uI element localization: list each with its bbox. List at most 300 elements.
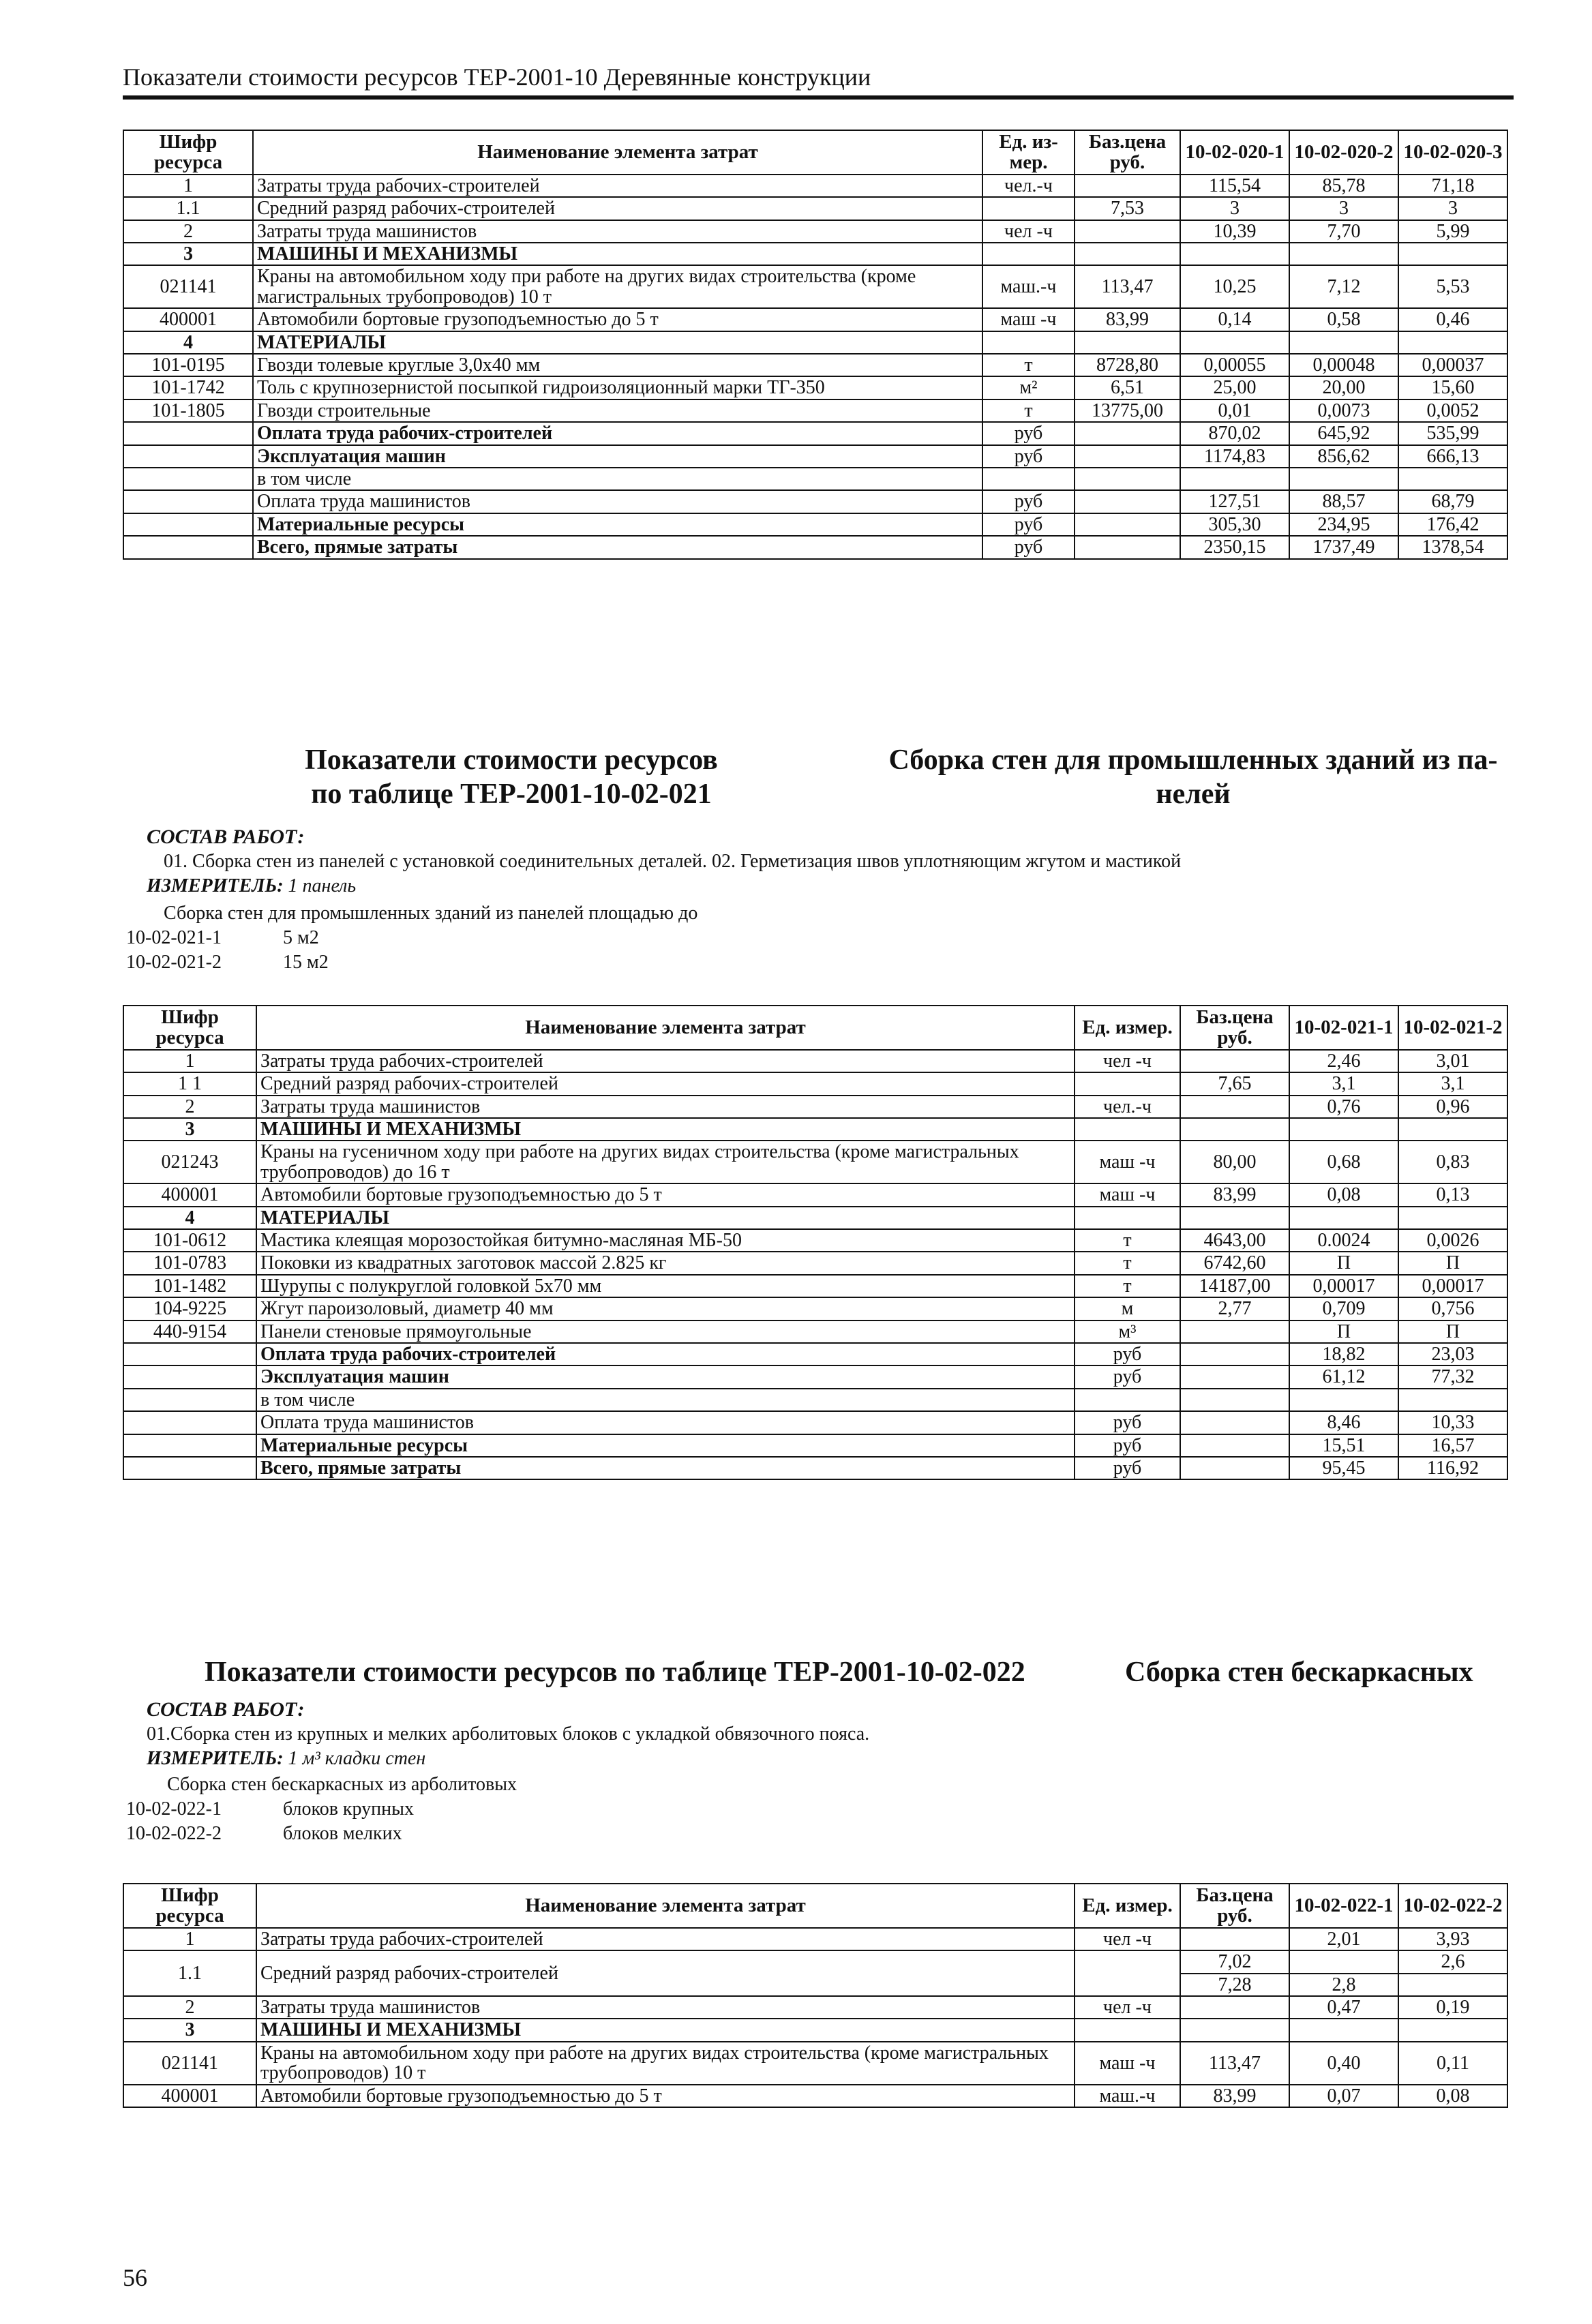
cell-value: 0,0073	[1289, 399, 1398, 422]
cell-value	[1289, 331, 1398, 354]
cell-name: Затраты труда машинистов	[256, 1096, 1075, 1118]
cell-value: 1737,49	[1289, 536, 1398, 558]
cell-code: 2	[123, 220, 253, 243]
table-row	[123, 1141, 1507, 1183]
cell-value: 0,0026	[1398, 1229, 1507, 1252]
column-header: 10-02-021-2	[1398, 1006, 1507, 1050]
cell-value: 305,30	[1180, 513, 1289, 536]
cell-value: 0,46	[1398, 308, 1507, 331]
cell-value: 10,25	[1180, 265, 1289, 308]
cell-value: 95,45	[1289, 1457, 1398, 1479]
cell-value	[1289, 1207, 1398, 1229]
cell-code: 3	[123, 2019, 256, 2041]
section-c-sostav-label: СОСТАВ РАБОТ:	[147, 1698, 305, 1721]
cell-price	[1180, 1389, 1289, 1411]
cell-value: 16,57	[1398, 1434, 1507, 1457]
cell-value: 3,01	[1398, 1050, 1507, 1072]
cell-name: Эксплуатация машин	[253, 445, 982, 468]
cell-unit: руб	[1075, 1365, 1180, 1388]
cell-price	[1180, 1096, 1289, 1118]
cell-unit	[1075, 2019, 1180, 2041]
cell-code: 2	[123, 1996, 256, 2019]
cell-value: 18,82	[1289, 1343, 1398, 1365]
table-row	[123, 354, 1507, 376]
cell-value	[1398, 468, 1507, 490]
cell-code: 101-0195	[123, 354, 253, 376]
cell-name: в том числе	[253, 468, 982, 490]
section-c-izmer	[147, 1747, 425, 1771]
section-b-val2: 15 м2	[283, 952, 329, 973]
cell-value	[1398, 243, 1507, 265]
cell-value	[1289, 2019, 1398, 2041]
cell-code	[123, 513, 253, 536]
section-b-title-right	[886, 743, 1500, 812]
cell-value: 0,68	[1289, 1141, 1398, 1183]
table-row	[123, 1275, 1507, 1297]
table-row	[123, 1118, 1507, 1141]
table-row	[123, 468, 1507, 490]
cell-name: Затраты труда машинистов	[256, 1996, 1075, 2019]
cell-name: Оплата труда рабочих-строителей	[256, 1343, 1075, 1365]
cell-price: 6742,60	[1180, 1252, 1289, 1274]
table-row	[123, 1365, 1507, 1388]
cell-name: Мастика клеящая морозостойкая битумно-масляная МБ-50	[256, 1229, 1075, 1252]
cell-name: Гвозди строительные	[253, 399, 982, 422]
table-row	[123, 2042, 1507, 2085]
cell-name: Панели стеновые прямоугольные	[256, 1321, 1075, 1343]
cell-code: 1	[123, 1928, 256, 1950]
cell-price: 7,65	[1180, 1072, 1289, 1095]
cell-value: 0,00055	[1180, 354, 1289, 376]
table-row	[123, 1297, 1507, 1320]
cell-code: 101-1742	[123, 376, 253, 399]
column-header: 10-02-020-2	[1289, 130, 1398, 175]
cell-price: 6,51	[1075, 376, 1180, 399]
cell-code: 1	[123, 1050, 256, 1072]
table-row	[123, 1096, 1507, 1118]
cell-unit: м²	[982, 376, 1075, 399]
cell-name: МАШИНЫ И МЕХАНИЗМЫ	[253, 243, 982, 265]
cell-value	[1398, 1207, 1507, 1229]
cell-price: 113,47	[1075, 265, 1180, 308]
cell-price	[1180, 1928, 1289, 1950]
cell-value: 0,83	[1398, 1141, 1507, 1183]
table-row	[123, 308, 1507, 331]
table-row	[123, 220, 1507, 243]
cell-code	[123, 445, 253, 468]
cell-name: Средний разряд рабочих-строителей	[256, 1950, 1075, 1996]
section-b-izmer-value: 1 панель	[288, 875, 357, 896]
column-header: Наименование элемента затрат	[256, 1884, 1075, 1928]
cell-unit: т	[1075, 1275, 1180, 1297]
cell-value	[1289, 243, 1398, 265]
cell-price: 7,28	[1180, 1974, 1289, 1996]
cell-value: 2,46	[1289, 1050, 1398, 1072]
cell-unit: маш.-ч	[982, 265, 1075, 308]
cell-unit: руб	[1075, 1434, 1180, 1457]
cell-name: Гвозди толевые круглые 3,0х40 мм	[253, 354, 982, 376]
cell-value: 0,08	[1289, 1183, 1398, 1206]
cell-name: Всего, прямые затраты	[253, 536, 982, 558]
cell-price	[1180, 1207, 1289, 1229]
cell-value: П	[1289, 1321, 1398, 1343]
cell-value: 0.0024	[1289, 1229, 1398, 1252]
cell-name: Средний разряд рабочих-строителей	[256, 1072, 1075, 1095]
section-b-val1: 5 м2	[283, 927, 319, 948]
cell-value	[1289, 1118, 1398, 1141]
table-row	[123, 1183, 1507, 1206]
cell-price	[1075, 220, 1180, 243]
cell-value: П	[1289, 1252, 1398, 1274]
section-b-sostav-label: СОСТАВ РАБОТ:	[147, 826, 305, 848]
cell-code	[123, 1457, 256, 1479]
cell-unit	[982, 197, 1075, 220]
column-header: Баз.цена руб.	[1180, 1884, 1289, 1928]
cell-name: Краны на гусеничном ходу при работе на других видах строительства (кроме магистральных трубопроводов) до 16 т	[256, 1141, 1075, 1183]
cell-name: Автомобили бортовые грузоподъемностью до 5 т	[256, 2085, 1075, 2107]
cell-name: в том числе	[256, 1389, 1075, 1411]
cell-value	[1398, 1974, 1507, 1996]
cell-value: 0,11	[1398, 2042, 1507, 2085]
cell-code	[123, 1343, 256, 1365]
section-c-code1: 10-02-022-1	[126, 1798, 222, 1820]
cell-name: МАШИНЫ И МЕХАНИЗМЫ	[256, 2019, 1075, 2041]
cell-price	[1180, 1411, 1289, 1434]
cell-unit	[1075, 1950, 1180, 1996]
cell-price	[1075, 243, 1180, 265]
cell-price	[1075, 175, 1180, 197]
cell-value	[1180, 243, 1289, 265]
column-header: Баз.цена руб.	[1075, 130, 1180, 175]
cell-value: 0,709	[1289, 1297, 1398, 1320]
cell-value: 5,53	[1398, 265, 1507, 308]
column-header: Шифр ресурса	[123, 1884, 256, 1928]
cell-code	[123, 1411, 256, 1434]
cell-value: 535,99	[1398, 422, 1507, 444]
cell-value: 0,19	[1398, 1996, 1507, 2019]
cell-value: 856,62	[1289, 445, 1398, 468]
cell-value: 645,92	[1289, 422, 1398, 444]
table-row	[123, 490, 1507, 513]
cell-value: 85,78	[1289, 175, 1398, 197]
column-header: Шифр ресурса	[123, 130, 253, 175]
cell-price	[1180, 1434, 1289, 1457]
cell-name: Оплата труда машинистов	[253, 490, 982, 513]
cell-code: 440-9154	[123, 1321, 256, 1343]
cell-value: 0,00017	[1289, 1275, 1398, 1297]
section-b-title-line1: Показатели стоимости ресурсов	[305, 744, 718, 776]
cell-value: 115,54	[1180, 175, 1289, 197]
cell-unit: чел -ч	[1075, 1996, 1180, 2019]
cell-code: 101-1482	[123, 1275, 256, 1297]
column-header: 10-02-021-1	[1289, 1006, 1398, 1050]
cell-code	[123, 1389, 256, 1411]
cell-value	[1398, 1389, 1507, 1411]
section-b-izmer-label: ИЗМЕРИТЕЛЬ:	[147, 875, 284, 896]
cell-name: Затраты труда рабочих-строителей	[253, 175, 982, 197]
cell-code: 021243	[123, 1141, 256, 1183]
cell-name: Материальные ресурсы	[253, 513, 982, 536]
section-b-title-line2: по таблице ТЕР-2001-10-02-021	[311, 779, 712, 811]
cell-value	[1180, 331, 1289, 354]
cell-name: Краны на автомобильном ходу при работе на других видах строительства (кроме магистральных трубопроводов) 10 т	[256, 2042, 1075, 2085]
table-row	[123, 1389, 1507, 1411]
cell-name: Материальные ресурсы	[256, 1434, 1075, 1457]
cell-code: 101-0783	[123, 1252, 256, 1274]
cell-unit: руб	[982, 536, 1075, 558]
section-c-izmer-label: ИЗМЕРИТЕЛЬ:	[147, 1748, 284, 1769]
cell-value: 0,14	[1180, 308, 1289, 331]
column-header: Ед. измер.	[1075, 1884, 1180, 1928]
cell-price: 13775,00	[1075, 399, 1180, 422]
cell-name: МАТЕРИАЛЫ	[256, 1207, 1075, 1229]
cell-price: 83,99	[1075, 308, 1180, 331]
cell-code: 4	[123, 331, 253, 354]
cell-unit	[1075, 1207, 1180, 1229]
cell-value	[1289, 1950, 1398, 1973]
cell-value: 8,46	[1289, 1411, 1398, 1434]
cell-unit: чел.-ч	[1075, 1096, 1180, 1118]
cell-price	[1180, 1457, 1289, 1479]
cell-code	[123, 422, 253, 444]
cell-name: Средний разряд рабочих-строителей	[253, 197, 982, 220]
cell-name: Автомобили бортовые грузоподъемностью до 5 т	[253, 308, 982, 331]
cell-code: 1.1	[123, 1950, 256, 1996]
cell-name: Краны на автомобильном ходу при работе на других видах строительства (кроме магистральных трубопроводов) 10 т	[253, 265, 982, 308]
cell-value: 88,57	[1289, 490, 1398, 513]
cell-value: 61,12	[1289, 1365, 1398, 1388]
cell-name: МАТЕРИАЛЫ	[253, 331, 982, 354]
cell-price: 14187,00	[1180, 1275, 1289, 1297]
cell-name: Жгут пароизоловый, диаметр 40 мм	[256, 1297, 1075, 1320]
cell-value: 0,08	[1398, 2085, 1507, 2107]
cell-value: П	[1398, 1321, 1507, 1343]
cell-unit: руб	[982, 422, 1075, 444]
table-row	[123, 422, 1507, 444]
cell-value: 0,96	[1398, 1096, 1507, 1118]
cell-price: 8728,80	[1075, 354, 1180, 376]
section-c-title-left: Показатели стоимости ресурсов по таблице ТЕР-2001-10-02-022	[205, 1657, 1025, 1688]
cell-price	[1180, 1365, 1289, 1388]
cell-code	[123, 468, 253, 490]
cell-value: 7,12	[1289, 265, 1398, 308]
cell-unit: т	[982, 354, 1075, 376]
cell-unit: чел -ч	[982, 220, 1075, 243]
cell-value: 2,01	[1289, 1928, 1398, 1950]
cell-price	[1075, 445, 1180, 468]
table-row	[123, 1950, 1507, 1973]
table-row	[123, 197, 1507, 220]
cell-unit: маш -ч	[1075, 1141, 1180, 1183]
cell-unit: т	[982, 399, 1075, 422]
cell-code: 3	[123, 243, 253, 265]
cell-unit: м	[1075, 1297, 1180, 1320]
cell-code: 021141	[123, 265, 253, 308]
section-b-code2: 10-02-021-2	[126, 952, 222, 973]
cell-value: 77,32	[1398, 1365, 1507, 1388]
cell-unit	[1075, 1072, 1180, 1095]
table-row	[123, 1411, 1507, 1434]
cell-name: Эксплуатация машин	[256, 1365, 1075, 1388]
cell-value: 3,93	[1398, 1928, 1507, 1950]
cell-value: 10,33	[1398, 1411, 1507, 1434]
cell-value: 0,00048	[1289, 354, 1398, 376]
cell-value	[1289, 468, 1398, 490]
cell-code: 4	[123, 1207, 256, 1229]
cell-code	[123, 1434, 256, 1457]
cell-code: 1 1	[123, 1072, 256, 1095]
cell-value: 3,1	[1398, 1072, 1507, 1095]
cell-price	[1075, 513, 1180, 536]
cell-value: 0,47	[1289, 1996, 1398, 2019]
section-b-subtitle-line1: Сборка стен для промышленных зданий из па-	[888, 744, 1498, 776]
cell-name: Поковки из квадратных заготовок массой 2.825 кг	[256, 1252, 1075, 1274]
column-header: 10-02-022-1	[1289, 1884, 1398, 1928]
section-b-code1: 10-02-021-1	[126, 927, 222, 948]
cell-name: Шурупы с полукруглой головкой 5х70 мм	[256, 1275, 1075, 1297]
cell-value: 3	[1398, 197, 1507, 220]
cell-code: 1	[123, 175, 253, 197]
cell-price: 80,00	[1180, 1141, 1289, 1183]
table-row	[123, 536, 1507, 558]
column-header: 10-02-022-2	[1398, 1884, 1507, 1928]
cell-unit	[982, 331, 1075, 354]
cell-value: 176,42	[1398, 513, 1507, 536]
cell-price	[1180, 1343, 1289, 1365]
cell-price	[1180, 1118, 1289, 1141]
cell-name: Автомобили бортовые грузоподъемностью до 5 т	[256, 1183, 1075, 1206]
cell-value: 0,00037	[1398, 354, 1507, 376]
table-row	[123, 2019, 1507, 2041]
table-row	[123, 1072, 1507, 1095]
cell-value: 71,18	[1398, 175, 1507, 197]
cell-value: 5,99	[1398, 220, 1507, 243]
cell-unit: маш.-ч	[1075, 2085, 1180, 2107]
cell-price	[1075, 331, 1180, 354]
cell-value: 3	[1180, 197, 1289, 220]
cell-unit: руб	[982, 513, 1075, 536]
cell-price: 2,77	[1180, 1297, 1289, 1320]
cell-value: 2,6	[1398, 1950, 1507, 1973]
cell-unit: маш -ч	[1075, 1183, 1180, 1206]
cell-value: 7,70	[1289, 220, 1398, 243]
cell-value: 1378,54	[1398, 536, 1507, 558]
page-number: 56	[123, 2264, 147, 2291]
cell-value: 0,76	[1289, 1096, 1398, 1118]
table-row	[123, 1928, 1507, 1950]
cell-name: Всего, прямые затраты	[256, 1457, 1075, 1479]
table-row	[123, 175, 1507, 197]
cell-name: Затраты труда машинистов	[253, 220, 982, 243]
section-b-sostav-text: 01. Сборка стен из панелей с установкой соединительных деталей. 02. Герметизация швов уплотняющим жгутом и мастикой	[164, 851, 1182, 872]
table-row	[123, 1050, 1507, 1072]
cell-price	[1075, 422, 1180, 444]
cell-value: 2,8	[1289, 1974, 1398, 1996]
resource-table-020	[123, 130, 1508, 560]
cell-code	[123, 490, 253, 513]
cell-value: 3,1	[1289, 1072, 1398, 1095]
cell-price	[1180, 1050, 1289, 1072]
section-c-val1: блоков крупных	[283, 1798, 414, 1820]
table-row	[123, 243, 1507, 265]
resource-table-022	[123, 1883, 1508, 2108]
cell-code: 1.1	[123, 197, 253, 220]
cell-price	[1075, 490, 1180, 513]
cell-unit: руб	[982, 445, 1075, 468]
table-row	[123, 1229, 1507, 1252]
cell-unit: чел.-ч	[982, 175, 1075, 197]
table-row	[123, 1996, 1507, 2019]
cell-value	[1398, 1118, 1507, 1141]
table-row	[123, 399, 1507, 422]
table-row	[123, 1343, 1507, 1365]
cell-value: 234,95	[1289, 513, 1398, 536]
cell-value: 2350,15	[1180, 536, 1289, 558]
section-b-title-left	[293, 743, 730, 812]
section-c-val2: блоков мелких	[283, 1823, 402, 1844]
cell-unit	[982, 468, 1075, 490]
cell-name: Толь с крупнозернистой посыпкой гидроизоляционный марки ТГ-350	[253, 376, 982, 399]
cell-unit: руб	[1075, 1411, 1180, 1434]
header-rule	[123, 95, 1514, 100]
cell-value	[1398, 2019, 1507, 2041]
column-header: Ед. из-мер.	[982, 130, 1075, 175]
table-row	[123, 1321, 1507, 1343]
cell-name: Оплата труда рабочих-строителей	[253, 422, 982, 444]
cell-value: 666,13	[1398, 445, 1507, 468]
cell-unit: руб	[982, 490, 1075, 513]
cell-price: 7,53	[1075, 197, 1180, 220]
cell-unit: чел -ч	[1075, 1050, 1180, 1072]
column-header: 10-02-020-1	[1180, 130, 1289, 175]
cell-code: 101-0612	[123, 1229, 256, 1252]
section-c-title-right: Сборка стен бескаркасных	[1125, 1657, 1473, 1688]
cell-unit: м³	[1075, 1321, 1180, 1343]
cell-value: 3	[1289, 197, 1398, 220]
cell-value: 127,51	[1180, 490, 1289, 513]
cell-value: 68,79	[1398, 490, 1507, 513]
cell-value: 0,13	[1398, 1183, 1507, 1206]
cell-value: П	[1398, 1252, 1507, 1274]
cell-unit: маш -ч	[1075, 2042, 1180, 2085]
section-c-sostav-text: 01.Сборка стен из крупных и мелких арболитовых блоков с укладкой обвязочного пояса.	[147, 1723, 870, 1745]
table-row	[123, 1252, 1507, 1274]
cell-price	[1180, 1996, 1289, 2019]
cell-price: 4643,00	[1180, 1229, 1289, 1252]
cell-value: 10,39	[1180, 220, 1289, 243]
column-header: Шифр ресурса	[123, 1006, 256, 1050]
cell-price	[1075, 468, 1180, 490]
table-row	[123, 376, 1507, 399]
section-c-code2: 10-02-022-2	[126, 1823, 222, 1844]
cell-value	[1289, 1389, 1398, 1411]
cell-name: Затраты труда рабочих-строителей	[256, 1050, 1075, 1072]
table-row	[123, 445, 1507, 468]
cell-unit	[1075, 1389, 1180, 1411]
cell-value: 25,00	[1180, 376, 1289, 399]
cell-unit: т	[1075, 1252, 1180, 1274]
cell-unit: т	[1075, 1229, 1180, 1252]
cell-code: 021141	[123, 2042, 256, 2085]
cell-code	[123, 536, 253, 558]
cell-code	[123, 1365, 256, 1388]
column-header: Наименование элемента затрат	[253, 130, 982, 175]
cell-price	[1180, 1321, 1289, 1343]
cell-value: 15,60	[1398, 376, 1507, 399]
running-header: Показатели стоимости ресурсов ТЕР-2001-10 Деревянные конструкции	[123, 63, 871, 91]
table-row	[123, 513, 1507, 536]
cell-code: 3	[123, 1118, 256, 1141]
